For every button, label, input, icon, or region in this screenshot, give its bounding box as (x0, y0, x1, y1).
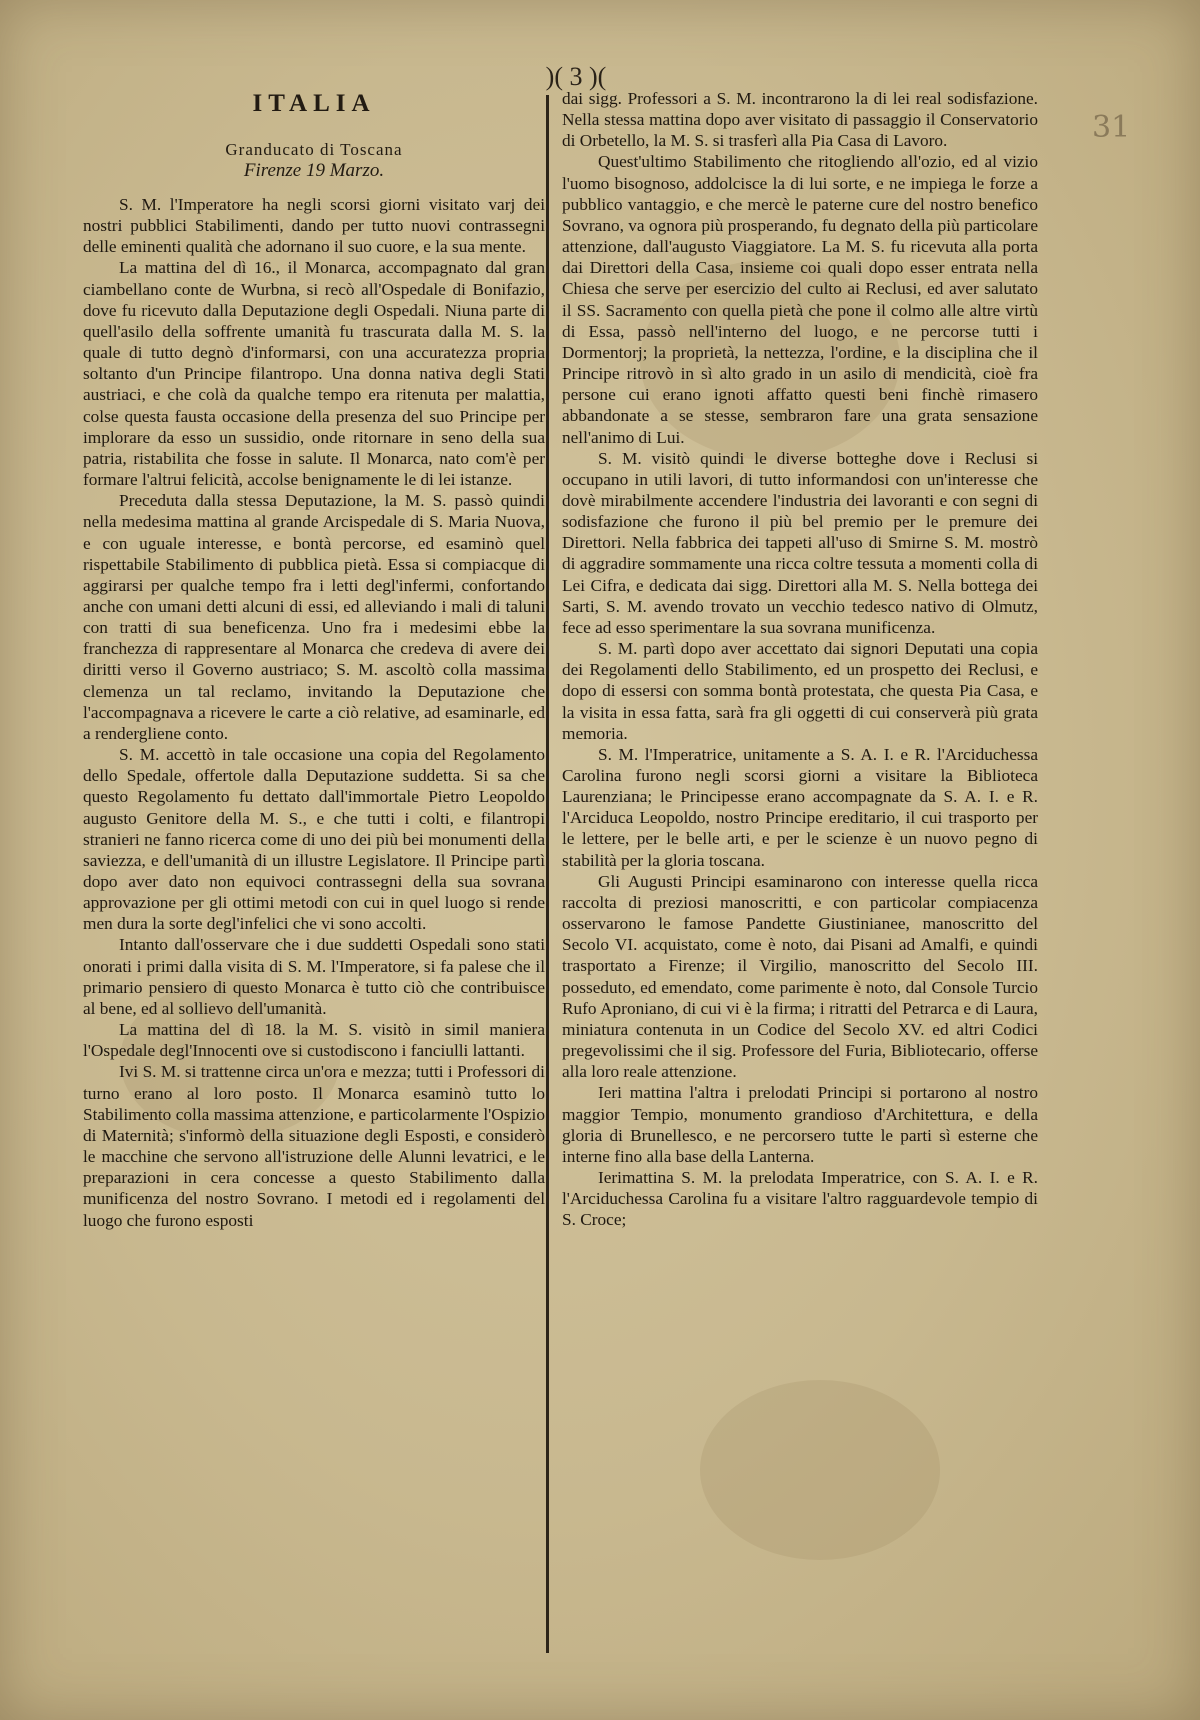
paper-stain (700, 1380, 940, 1560)
paragraph: S. M. l'Imperatore ha negli scorsi giorni visitato varj dei nostri pubblici Stabilimenti, dando per tutto nuovi contrassegni delle eminenti qualità che adornano il suo cuore, e la sua mente. (83, 195, 545, 257)
paragraph: S. M. l'Imperatrice, unitamente a S. A. I. e R. l'Arciduchessa Carolina furono negli scorsi giorni a visitare la Biblioteca Laurenziana; le Principesse erano accompagnate da S. A. I. e R. l'Arciduca Leopoldo, nostro Principe ereditario, il cui trasporto per le lettere, per le belle arti, e per le scienze è un nuovo pegno di stabilità per la gloria toscana. (562, 744, 1038, 870)
margin-number: 31 (1092, 110, 1131, 145)
paragraph: Gli Augusti Principi esaminarono con interesse quella ricca raccolta di preziosi manoscritti, e con particolar compiacenza osservarono le famose Pandette Giustinianee, manoscritto del Secolo VI. acquistato, come è noto, dai Pisani ad Amalfi, e quindi trasportato a Firenze; il Virgilio, manoscritto del Secolo III. posseduto, ed emendato, come parimente è noto, dal Console Turcio Rufo Aproniano, di cui vi è la firma; i ritratti del Petrarca e di Laura, miniatura contenuta in un Codice del Secolo XV. ed altri Codici pregevolissimi che il sig. Professore del Furia, Bibliotecario, offerse alla loro reale attenzione. (562, 871, 1038, 1082)
paragraph: S. M. accettò in tale occasione una copia del Regolamento dello Spedale, offertole dalla Deputazione suddetta. Si sa che questo Regolamento fu dettato dall'immortale Pietro Leopoldo augusto Genitore della M. S., e che tutti i colti, e filantropi stranieri ne fanno ricerca come di uno dei più bei monumenti della saviezza, e dell'umanità di un illustre Legislatore. Il Principe partì dopo aver dato non equivoci contrassegni della sua sovrana approvazione per gli ottimi metodi con cui in quel luogo si rende men dura la sorte degl'infelici che vi sono accolti. (83, 745, 545, 934)
section-subheading: Granducato di Toscana (225, 140, 403, 159)
paragraph: dai sigg. Professori a S. M. incontrarono la di lei real sodisfazione. Nella stessa mattina dopo aver visitato di passaggio il Conservatorio di Orbetello, la M. S. si trasferì alla Pia Casa di Lavoro. (562, 89, 1038, 151)
paragraph: Ivi S. M. si trattenne circa un'ora e mezza; tutti i Professori di turno erano al loro posto. Il Monarca esaminò tutto lo Stabilimento colla massima attenzione, e particolarmente l'Ospizio di Maternità; s'informò della situazione degli Esposti, e considerò le macchine che servono all'istruzione delle Alunni levatrici, e le preparazioni in cera concesse a questo Stabilimento dalla munificenza del nostro Sovrano. I metodi ed i regolamenti del luogo che furono esposti (83, 1062, 545, 1230)
paragraph: S. M. visitò quindi le diverse botteghe dove i Reclusi si occupano in utili lavori, di tutto informandosi con un'interesse che dovè mirabilmente accendere l'industria dei lavoranti e con segni di sodisfazione che furono il più bel premio per le premure dei Direttori. Nella fabbrica dei tappeti all'uso di Smirne S. M. mostrò di aggradire sommamente una ricca coltre tessuta a momenti colla di Lei Cifra, e dedicata dai sigg. Direttori alla M. S. Nella bottega dei Sarti, S. M. avendo trovato un vecchio tedesco nativo di Olmutz, fece ad esso sperimentare la sua sovrana munificenza. (562, 448, 1038, 637)
page-number: )( 3 )( (545, 62, 607, 91)
paragraph: La mattina del dì 18. la M. S. visitò in simil maniera l'Ospedale degl'Innocenti ove si custodiscono i fanciulli lattanti. (83, 1020, 545, 1061)
left-column (83, 88, 545, 1231)
right-column (562, 88, 1038, 1230)
column-divider (546, 95, 549, 1653)
paragraph: Intanto dall'osservare che i due suddetti Ospedali sono stati onorati i primi dalla visita di S. M. l'Imperatore, si fa palese che il primario pensiero di questo Monarca è tutto ciò che contribuisce al bene, ed al sollievo dell'umanità. (83, 935, 545, 1018)
paragraph: S. M. partì dopo aver accettato dai signori Deputati una copia dei Regolamenti dello Stabilimento, ed un prospetto dei Reclusi, e dopo di essersi con somma bontà protestata, che questa Pia Casa, e la visita in essa fatta, sarà fra gli oggetti di cui conserverà più grata memoria. (562, 639, 1038, 743)
paragraph: Quest'ultimo Stabilimento che ritogliendo all'ozio, ed al vizio l'uomo bisognoso, addolcisce la di lui sorte, e ne impiega le forze a pubblico vantaggio, e che mercè le paterne cure del nostro benefico Sovrano, va ognora più prosperando, fu degnato della più particolare attenzione, dall'augusto Viaggiatore. La M. S. fu ricevuta alla porta dai Direttori della Casa, insieme coi quali dopo esser entrata nella Chiesa che serve per esercizio del culto ai Reclusi, ed aver salutato il SS. Sacramento con quella pietà che pone il colmo alle altre virtù di Essa, passò nell'interno del luogo, e ne percorse tutti i Dormentorj; la proprietà, la nettezza, l'ordine, e la disciplina che il Principe ritrovò in sì alto grado in un asilo di mendicità, cioè fra persone cui erano ignoti affatto questi beni finchè rimasero abbandonate a se stesse, sembraron fare una grata sensazione nell'animo di Lui. (562, 152, 1038, 447)
paragraph: Ierimattina S. M. la prelodata Imperatrice, con S. A. I. e R. l'Arciduchessa Carolina fu a visitare l'altro ragguardevole tempio di S. Croce; (562, 1167, 1038, 1230)
dateline: Firenze 19 Marzo. (243, 160, 385, 181)
paragraph: Ieri mattina l'altra i prelodati Principi si portarono al nostro maggior Tempio, monumento grandioso d'Architettura, e della gloria di Brunellesco, e ne percorsero tutte le parti sì esterne che interne fino alla base della Lanterna. (562, 1083, 1038, 1166)
paragraph: Preceduta dalla stessa Deputazione, la M. S. passò quindi nella medesima mattina al grande Arcispedale di S. Maria Nuova, e con uguale interesse, e bontà percorse, ed esaminò quel rispettabile Stabilimento di pubblica pietà. Essa si compiacque di aggirarsi per qualche tempo fra i letti degl'infermi, confortando anche con umani detti alcuni di essi, ed alleviando i mali di taluni con tratti di sua beneficenza. Uno fra i medesimi ebbe la franchezza di rappresentare al Monarca che credeva di avere dei diritti verso il Governo austriaco; S. M. ascoltò colla massima clemenza un tal reclamo, invitando la Deputazione che l'accompagnava a ricevere le carte a ciò relative, ad esaminarle, ed a rendergliene conto. (83, 491, 545, 743)
paragraph: La mattina del dì 16., il Monarca, accompagnato dal gran ciambellano conte de Wurbna, si recò all'Ospedale di Bonifazio, dove fu ricevuto dalla Deputazione degli Ospedali. Niuna parte di quell'asilo della soffrente umanità fu trascurata dalla M. S. la quale di tutto degnò d'informarsi, con una accuratezza propria soltanto d'un Principe filantropo. Una donna nativa degli Stati austriaci, e che colà da qualche tempo era ritenuta per malattia, colse questa fausta occasione della presenza del suo Principe per implorare da esso un sussidio, onde ritornare in seno della sua patria, ristabilita che fosse in salute. Il Monarca, nato com'è per formare l'altrui felicità, accolse benignamente le di lei istanze. (83, 258, 545, 490)
section-heading: ITALIA (252, 90, 376, 117)
